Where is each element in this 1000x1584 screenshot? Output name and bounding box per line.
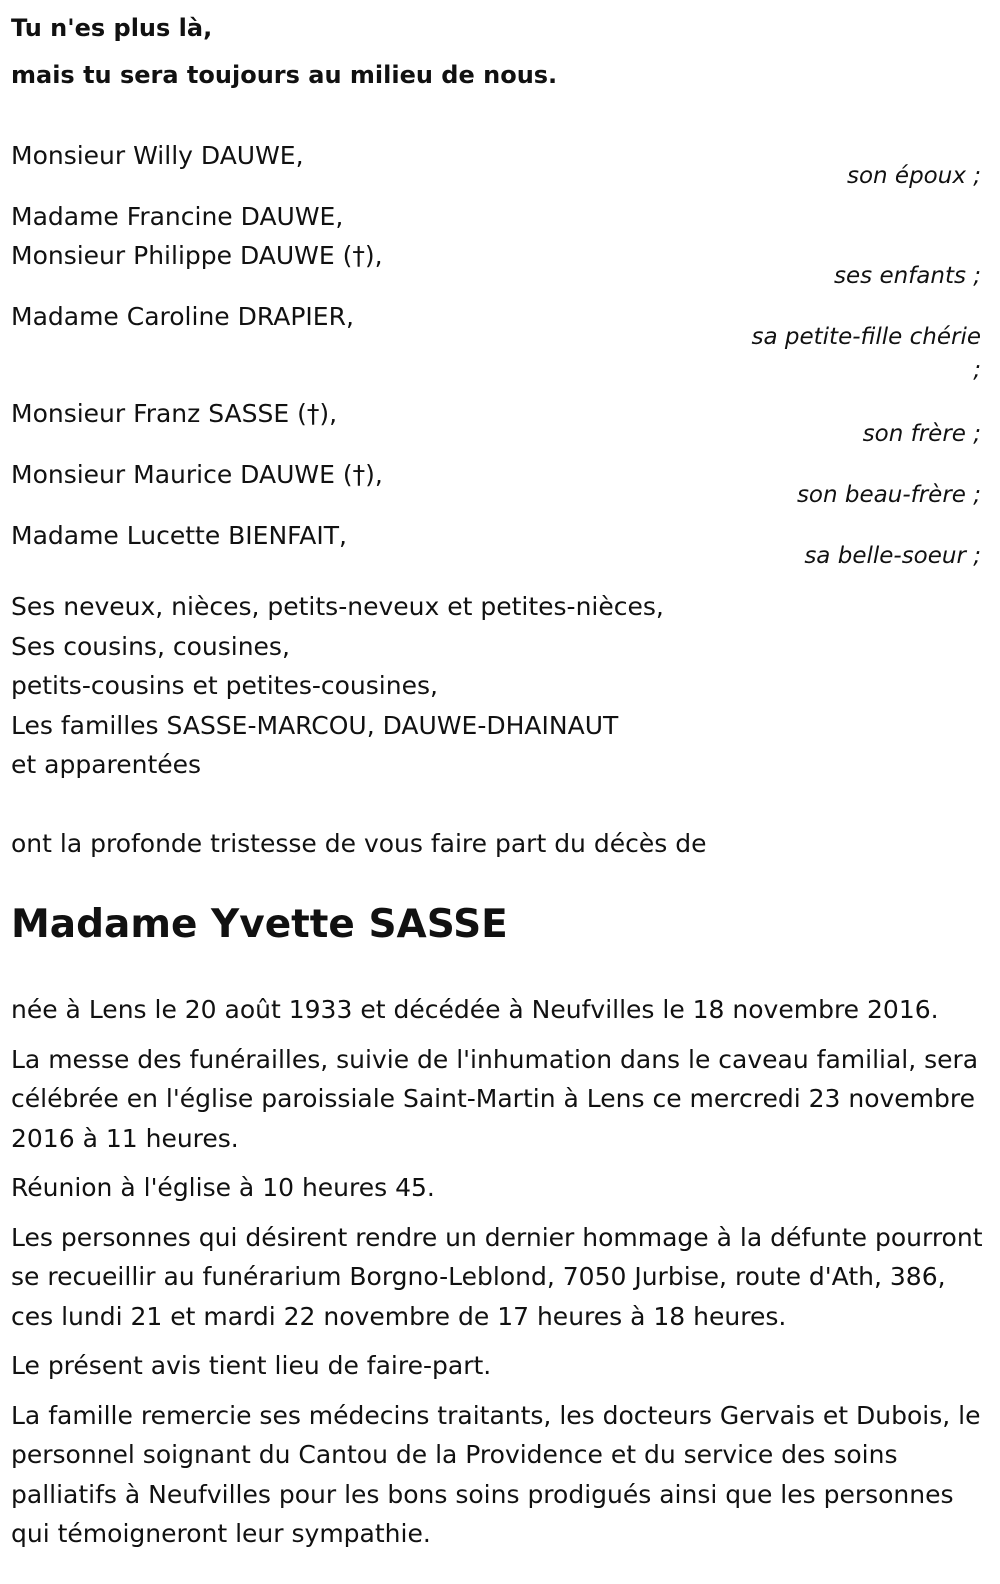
announcement: ont la profonde tristesse de vous faire part du décès de — [11, 829, 707, 858]
extended-family — [11, 587, 981, 785]
family-relation: ses enfants ; — [834, 263, 981, 289]
details-paragraph: La famille remercie ses médecins traitants, les docteurs Gervais et Dubois, le personnel soignant du Cantou de la Providence et du service des soins palliatifs à Neufvilles pour les bons soins prodigués ainsi que les personnes qui témoigneront leur sympathie. — [11, 1400, 981, 1548]
details-paragraph: née à Lens le 20 août 1933 et décédée à Neufvilles le 18 novembre 2016. — [11, 995, 939, 1024]
deceased-name: Madame Yvette SASSE — [11, 902, 508, 947]
family-group-sister-in-law — [11, 516, 981, 571]
family-name: Madame Lucette BIENFAIT, — [11, 521, 347, 550]
family-group-spouse — [11, 136, 981, 191]
details-paragraph: Réunion à l'église à 10 heures 45. — [11, 1173, 435, 1202]
epitaph-line-1: Tu n'es plus là, — [11, 14, 213, 42]
family-name: Madame Caroline DRAPIER, — [11, 302, 354, 331]
family-relation: son époux ; — [846, 163, 981, 189]
family-name: Monsieur Willy DAUWE, — [11, 141, 304, 170]
extended-family-line: Ses cousins, cousines, — [11, 631, 290, 661]
family-name: Monsieur Maurice DAUWE (†), — [11, 460, 383, 489]
extended-family-line: petits-cousins et petites-cousines, — [11, 671, 438, 700]
epitaph-line-2: mais tu sera toujours au milieu de nous. — [11, 61, 558, 89]
family-name: Monsieur Philippe DAUWE (†), — [11, 241, 383, 270]
family-group-brother-in-law — [11, 455, 981, 510]
extended-family-line: Ses neveux, nièces, petits-neveux et petites-nièces, — [11, 592, 664, 621]
family-name: Monsieur Franz SASSE (†), — [11, 399, 338, 428]
family-relation: sa petite-fille chérie — [751, 324, 981, 350]
family-relation: sa belle-soeur ; — [804, 543, 981, 569]
family-relation-tail: ; — [973, 357, 981, 383]
extended-family-line: Les familles SASSE-MARCOU, DAUWE-DHAINAUT — [11, 710, 619, 740]
extended-family-line: et apparentées — [11, 750, 202, 779]
family-relation: son beau-frère ; — [796, 482, 981, 508]
family-group-granddaughter — [11, 297, 981, 388]
family-name: Madame Francine DAUWE, — [11, 202, 344, 231]
family-list — [11, 136, 981, 571]
funeral-details — [11, 990, 986, 1564]
details-paragraph: La messe des funérailles, suivie de l'inhumation dans le caveau familial, sera célébrée en l'église paroissiale Saint-Martin à Lens ce mercredi 23 novembre 2016 à 11 heures. — [11, 1044, 979, 1153]
family-group-children — [11, 197, 981, 291]
details-paragraph: Le présent avis tient lieu de faire-part. — [11, 1351, 492, 1380]
family-relation: son frère ; — [862, 421, 981, 447]
details-paragraph: Les personnes qui désirent rendre un dernier hommage à la défunte pourront se recueillir au funérarium Borgno-Leblond, 7050 Jurbise, route d'Ath, 386, ces lundi 21 et mardi 22 novembre de 17 heures à 18 heures. — [11, 1222, 983, 1331]
family-group-brother — [11, 394, 981, 449]
